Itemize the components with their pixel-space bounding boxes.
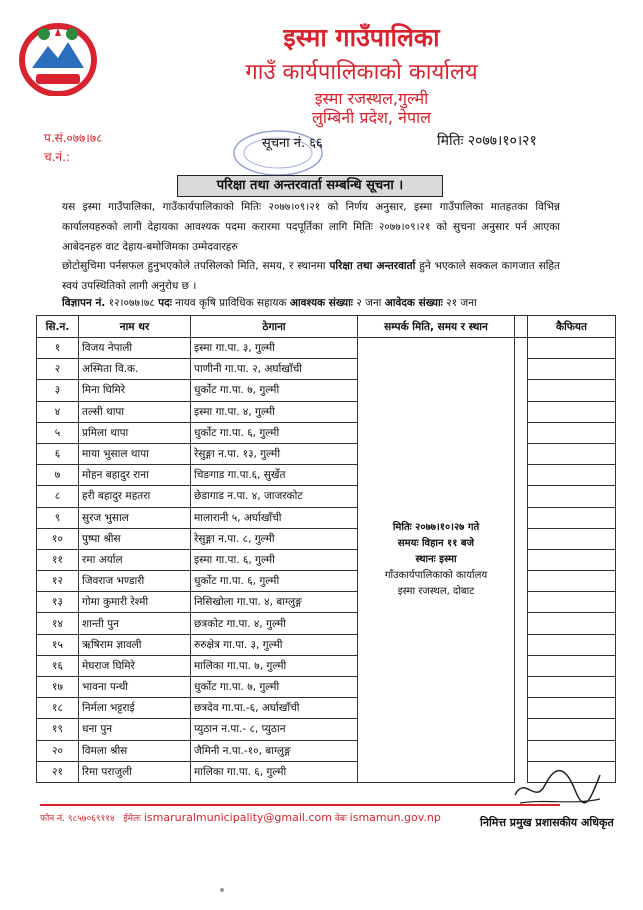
col-gap	[515, 316, 528, 338]
cell-name: धना पुन	[79, 719, 191, 740]
province: लुम्बिनी प्रदेश, नेपाल	[311, 108, 432, 127]
cell-address: इस्मा गा.पा. ६, गुल्मी	[191, 549, 358, 570]
cell-gap	[515, 698, 528, 719]
cell-address: इस्मा गा.पा. ३, गुल्मी	[191, 338, 358, 359]
notice-title: परिक्षा तथा अन्तरवार्ता सम्बन्धि सूचना ।	[177, 175, 443, 197]
cell-address: छत्रकोट गा.पा. ४, गुल्मी	[191, 613, 358, 634]
cell-gap	[515, 465, 528, 486]
table-row	[37, 549, 616, 570]
cell-remarks	[528, 422, 616, 443]
cell-name: रमा अर्याल	[79, 549, 191, 570]
table-row	[37, 465, 616, 486]
cell-address: मालिका गा.पा. ७, गुल्मी	[191, 655, 358, 676]
cell-serial: १३	[37, 592, 79, 613]
cell-address: मालारानी ५, अर्घाखाँची	[191, 507, 358, 528]
cell-address: रेसुङ्गा न.पा. १३, गुल्मी	[191, 443, 358, 464]
signatory-title: निमित्त प्रमुख प्रशासकीय अधिकृत	[480, 816, 614, 829]
table-row	[37, 571, 616, 592]
cell-serial: १७	[37, 677, 79, 698]
cell-gap	[515, 592, 528, 613]
advertisement-line: विज्ञापन नं. १२।०७७।७८ पदः नायव कृषि प्राविधिक सहायक आवश्यक संख्याः २ जना आवेदक संख्याः २१ जना	[62, 297, 477, 309]
table-row	[37, 380, 616, 401]
cell-name: शान्ती पुन	[79, 613, 191, 634]
cell-gap	[515, 380, 528, 401]
cell-remarks	[528, 465, 616, 486]
table-row	[37, 507, 616, 528]
cell-schedule	[358, 338, 515, 783]
table-row	[37, 528, 616, 549]
cell-name: मिना घिमिरे	[79, 380, 191, 401]
cell-gap	[515, 401, 528, 422]
table-row	[37, 698, 616, 719]
cell-address: प्युठान न.पा.- ८, प्युठान	[191, 719, 358, 740]
cell-address: छेडागाड न.पा. ४, जाजरकोट	[191, 486, 358, 507]
cell-gap	[515, 507, 528, 528]
schedule-line: गाँउकार्यपालिकाको कार्यालय	[384, 569, 488, 581]
candidate-table	[36, 315, 616, 783]
cell-address: धुर्कोट गा.पा. ६, गुल्मी	[191, 422, 358, 443]
cell-serial: १५	[37, 634, 79, 655]
cell-remarks	[528, 528, 616, 549]
cell-serial: ११	[37, 549, 79, 570]
schedule-line: स्थानः इस्मा	[415, 553, 457, 565]
cell-gap	[515, 655, 528, 676]
cell-name: मोहन बहादुर राना	[79, 465, 191, 486]
cell-address: धुर्कोट गा.पा. ७, गुल्मी	[191, 380, 358, 401]
cell-serial: ३	[37, 380, 79, 401]
cell-gap	[515, 359, 528, 380]
cell-serial: ६	[37, 443, 79, 464]
cell-address: जैमिनी न.पा.-१०, बाग्लुङ्ग	[191, 740, 358, 761]
cell-serial: १	[37, 338, 79, 359]
table-row	[37, 338, 616, 359]
cell-name: अस्मिता वि.क.	[79, 359, 191, 380]
col-serial: सि.न.	[37, 316, 79, 338]
cell-gap	[515, 613, 528, 634]
cell-name: पुष्पा श्रीस	[79, 528, 191, 549]
col-schedule: सम्पर्क मिति, समय र स्थान	[358, 316, 515, 338]
col-remarks: कैफियत	[528, 316, 616, 338]
cell-name: हरी बहादुर महतरा	[79, 486, 191, 507]
table-row	[37, 401, 616, 422]
cell-serial: ४	[37, 401, 79, 422]
cell-name: विमला श्रीस	[79, 740, 191, 761]
cell-address: निसिखोला गा.पा. ४, बाग्लुङ्ग	[191, 592, 358, 613]
schedule-line: समयः विहान ११ बजे	[397, 537, 475, 549]
table-row	[37, 655, 616, 676]
col-address: ठेगाना	[191, 316, 358, 338]
cell-address: रेसुङ्गा न.पा. ८, गुल्मी	[191, 528, 358, 549]
cell-remarks	[528, 655, 616, 676]
cell-remarks	[528, 338, 616, 359]
table-row	[37, 422, 616, 443]
footer-divider	[40, 804, 560, 806]
table-row	[37, 719, 616, 740]
table-row	[37, 634, 616, 655]
dispatch-number: च.नं.:	[44, 150, 70, 164]
notice-number: सूचना नं. ६६	[262, 136, 323, 151]
cell-address: इस्मा गा.पा. ४, गुल्मी	[191, 401, 358, 422]
cell-serial: १९	[37, 719, 79, 740]
table-row	[37, 443, 616, 464]
cell-remarks	[528, 549, 616, 570]
cell-remarks	[528, 507, 616, 528]
cell-remarks	[528, 592, 616, 613]
cell-name: प्रमिला थापा	[79, 422, 191, 443]
cell-gap	[515, 443, 528, 464]
cell-serial: ७	[37, 465, 79, 486]
cell-name: निर्मला भट्टराई	[79, 698, 191, 719]
notice-date: मितिः २०७७।१०।२१	[437, 133, 537, 149]
cell-name: सुरज भुसाल	[79, 507, 191, 528]
cell-gap	[515, 486, 528, 507]
cell-name: माया भुसाल थापा	[79, 443, 191, 464]
cell-serial: १६	[37, 655, 79, 676]
cell-name: गोमा कुमारी रेश्मी	[79, 592, 191, 613]
cell-name: विजय नेपाली	[79, 338, 191, 359]
cell-name: जिवराज भण्डारी	[79, 571, 191, 592]
cell-gap	[515, 338, 528, 359]
table-row	[37, 359, 616, 380]
table-header-row	[37, 316, 616, 338]
cell-name: तल्सी थापा	[79, 401, 191, 422]
signature-icon	[505, 755, 605, 815]
cell-remarks	[528, 359, 616, 380]
cell-address: रुरुक्षेत्र गा.पा. ३, गुल्मी	[191, 634, 358, 655]
cell-gap	[515, 634, 528, 655]
cell-remarks	[528, 634, 616, 655]
cell-remarks	[528, 677, 616, 698]
office-address: इस्मा रजस्थल,गुल्मी	[314, 89, 429, 108]
email-link[interactable]: ismaruralmunicipality@gmail.com	[143, 811, 332, 824]
cell-name: भावना पन्थी	[79, 677, 191, 698]
cell-remarks	[528, 719, 616, 740]
cell-address: छत्रदेव गा.पा.-६, अर्घाखाँची	[191, 698, 358, 719]
cell-serial: २०	[37, 740, 79, 761]
cell-remarks	[528, 486, 616, 507]
cell-gap	[515, 549, 528, 570]
schedule-line: मितिः २०७७।१०।२७ गते	[392, 521, 480, 533]
website-link[interactable]: ismamun.gov.np	[349, 811, 441, 824]
cell-gap	[515, 571, 528, 592]
cell-remarks	[528, 613, 616, 634]
cell-remarks	[528, 401, 616, 422]
cell-serial: २१	[37, 761, 79, 782]
cell-gap	[515, 528, 528, 549]
cell-serial: १०	[37, 528, 79, 549]
col-name: नाम थर	[79, 316, 191, 338]
notice-body-line-1: यस इस्मा गाउँपालिका, गाउँकार्यपालिकाको मितिः २०७७।०९।२१ को निर्णय अनुसार, इस्मा गाउँपालिका मातहतका विभिन्न कार्यालयहरुको लागी देहायका आवश्यक पदमा करारमा पदपूर्तिका लागि मितिः २०७७।०९।२१ को सुचना अनुसार पर्न आएका आबेदनहरु वाट देहाय-बमोजिमका उम्मेदवारहरु	[62, 201, 560, 253]
table-row	[37, 486, 616, 507]
cell-name: रिमा पराजुली	[79, 761, 191, 782]
municipality-name: इस्मा गाउँपालिका	[283, 23, 440, 52]
cell-name: ऋषिराम ज्ञावली	[79, 634, 191, 655]
schedule-line: इस्मा रजस्थल, दोबाट	[397, 585, 475, 597]
cell-address: धुर्कोट गा.पा. ७, गुल्मी	[191, 677, 358, 698]
cell-remarks	[528, 380, 616, 401]
cell-serial: ५	[37, 422, 79, 443]
cell-address: धुर्कोट गा.पा. ६, गुल्मी	[191, 571, 358, 592]
table-row	[37, 592, 616, 613]
cell-remarks	[528, 698, 616, 719]
cell-remarks	[528, 443, 616, 464]
cell-serial: १२	[37, 571, 79, 592]
cell-serial: १८	[37, 698, 79, 719]
cell-serial: १४	[37, 613, 79, 634]
cell-address: मालिका गा.पा. ६, गुल्मी	[191, 761, 358, 782]
office-name: गाउँ कार्यपालिकाको कार्यालय	[245, 60, 478, 85]
cell-serial: ८	[37, 486, 79, 507]
cell-address: पाणीनी गा.पा. २, अर्घाखाँची	[191, 359, 358, 380]
cell-gap	[515, 677, 528, 698]
cell-address: चिङगाड गा.पा.६, सुर्खेत	[191, 465, 358, 486]
notice-body-line-2: छोटोसुचिमा पर्नसफल हुनुभएकोले तपसिलको मिति, समय, र स्थानमा परिक्षा तथा अन्तरवार्ता हुने भएकाले सक्कल कागजात सहित स्वयं उपस्थितिको लागी अनुरोध छ ।	[62, 260, 560, 292]
table-row	[37, 613, 616, 634]
cell-gap	[515, 422, 528, 443]
letter-number: प.सं.०७७।७८	[44, 131, 103, 145]
cell-serial: २	[37, 359, 79, 380]
cell-serial: ९	[37, 507, 79, 528]
cell-gap	[515, 719, 528, 740]
cell-name: मेघराज घिमिरे	[79, 655, 191, 676]
footer-contact: फोन नं. ९८५७०६९११४ ईमेलः ismaruralmunicipality@gmail.com वेबः ismamun.gov.np	[40, 811, 441, 824]
cell-remarks	[528, 571, 616, 592]
scan-speck	[220, 888, 224, 892]
table-row	[37, 677, 616, 698]
